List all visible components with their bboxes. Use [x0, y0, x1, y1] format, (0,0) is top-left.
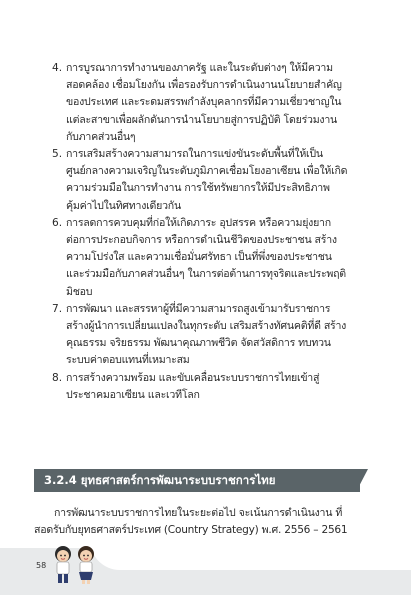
- section-title: 3.2.4 ยุทธศาสตร์การพัฒนาระบบราชการไทย: [44, 473, 276, 487]
- text-line: การลดการควบคุมที่ก่อให้เกิดภาระ อุปสรรค หรือความยุ่งยาก: [66, 216, 331, 229]
- text-line: การพัฒนา และสรรหาผู้ที่มีความสามารถสูงเข้ามารับราชการ: [66, 302, 331, 315]
- list-number: 5.: [52, 148, 63, 161]
- text-line: กับภาคส่วนอื่นๆ: [66, 130, 136, 143]
- text-line: ความโปร่งใส และความเชื่อมั่นศรัทธา เป็นที่พึ่งของประชาชน: [66, 251, 332, 264]
- footer-curve: [90, 540, 411, 570]
- text-line: คุ้มค่าไปในทิศทางเดียวกัน: [66, 199, 181, 212]
- list-number: 7.: [52, 302, 63, 315]
- text-line: มิชอบ: [66, 285, 93, 298]
- text-line: การเสริมสร้างความสามารถในการแข่งขันระดับพื้นที่ให้เป็น: [66, 148, 323, 161]
- list-number: 4.: [52, 62, 63, 74]
- page-number: 58: [36, 561, 47, 570]
- text-line: การพัฒนาระบบราชการไทยในระยะต่อไป จะเน้นการดำเนินงาน ที่: [54, 507, 343, 519]
- text-line: การสร้างความพร้อม และขับเคลื่อนระบบราชการไทยเข้าสู่: [66, 371, 320, 384]
- text-line: ระบบค่าตอบแทนที่เหมาะสม: [66, 354, 190, 367]
- text-line: สอดคล้อง เชื่อมโยงกัน เพื่อรองรับการดำเนินงานนโยบายสำคัญ: [66, 79, 342, 92]
- list-item: [52, 146, 378, 215]
- list-item: [52, 370, 378, 404]
- numbered-list: [52, 60, 378, 404]
- text-line: ต่อการประกอบกิจการ หรือการดำเนินชีวิตของประชาชน สร้าง: [66, 234, 337, 247]
- list-number: 6.: [52, 216, 63, 229]
- text-line: ของประเทศ และระดมสรรพกำลังบุคลากรที่มีความเชี่ยวชาญใน: [66, 96, 342, 109]
- text-line: ศูนย์กลางความเจริญในระดับภูมิภาคเชื่อมโยงอาเซียน เพื่อให้เกิด: [66, 165, 348, 178]
- text-line: สร้างผู้นำการเปลี่ยนแปลงในทุกระดับ เสริมสร้างทัศนคติที่ดี สร้าง: [66, 320, 347, 333]
- body-paragraph: [34, 505, 364, 539]
- text-line: และร่วมมือกับภาคส่วนอื่นๆ ในการต่อต้านการทุจริตและประพฤติ: [66, 268, 346, 281]
- mascot-illustration: [50, 540, 100, 590]
- text-line: การบูรณาการทำงานของภาครัฐ และในระดับต่างๆ ให้มีความ: [66, 62, 333, 74]
- mascot-girl-icon: [78, 546, 94, 584]
- text-line: คุณธรรม จริยธรรม พัฒนาคุณภาพชีวิต จัดสวัสดิการ ทบทวน: [66, 337, 331, 350]
- list-number: 8.: [52, 371, 63, 384]
- list-item: [52, 215, 378, 301]
- list-item: [52, 301, 378, 370]
- section-header-tail: [356, 469, 368, 492]
- text-line: สอดรับกับยุทธศาสตร์ประเทศ (Country Strategy) พ.ศ. 2556 – 2561: [34, 524, 348, 537]
- mascot-boy-icon: [55, 546, 71, 583]
- text-line: แต่ละสาขาเพื่อผลักดันการนำนโยบายสู่การปฏิบัติ โดยร่วมงาน: [66, 113, 338, 126]
- text-line: ประชาคมอาเซียน และเวทีโลก: [66, 388, 200, 401]
- list-item: [52, 60, 378, 146]
- text-line: ความร่วมมือในการทำงาน การใช้ทรัพยากรให้มีประสิทธิภาพ: [66, 182, 330, 195]
